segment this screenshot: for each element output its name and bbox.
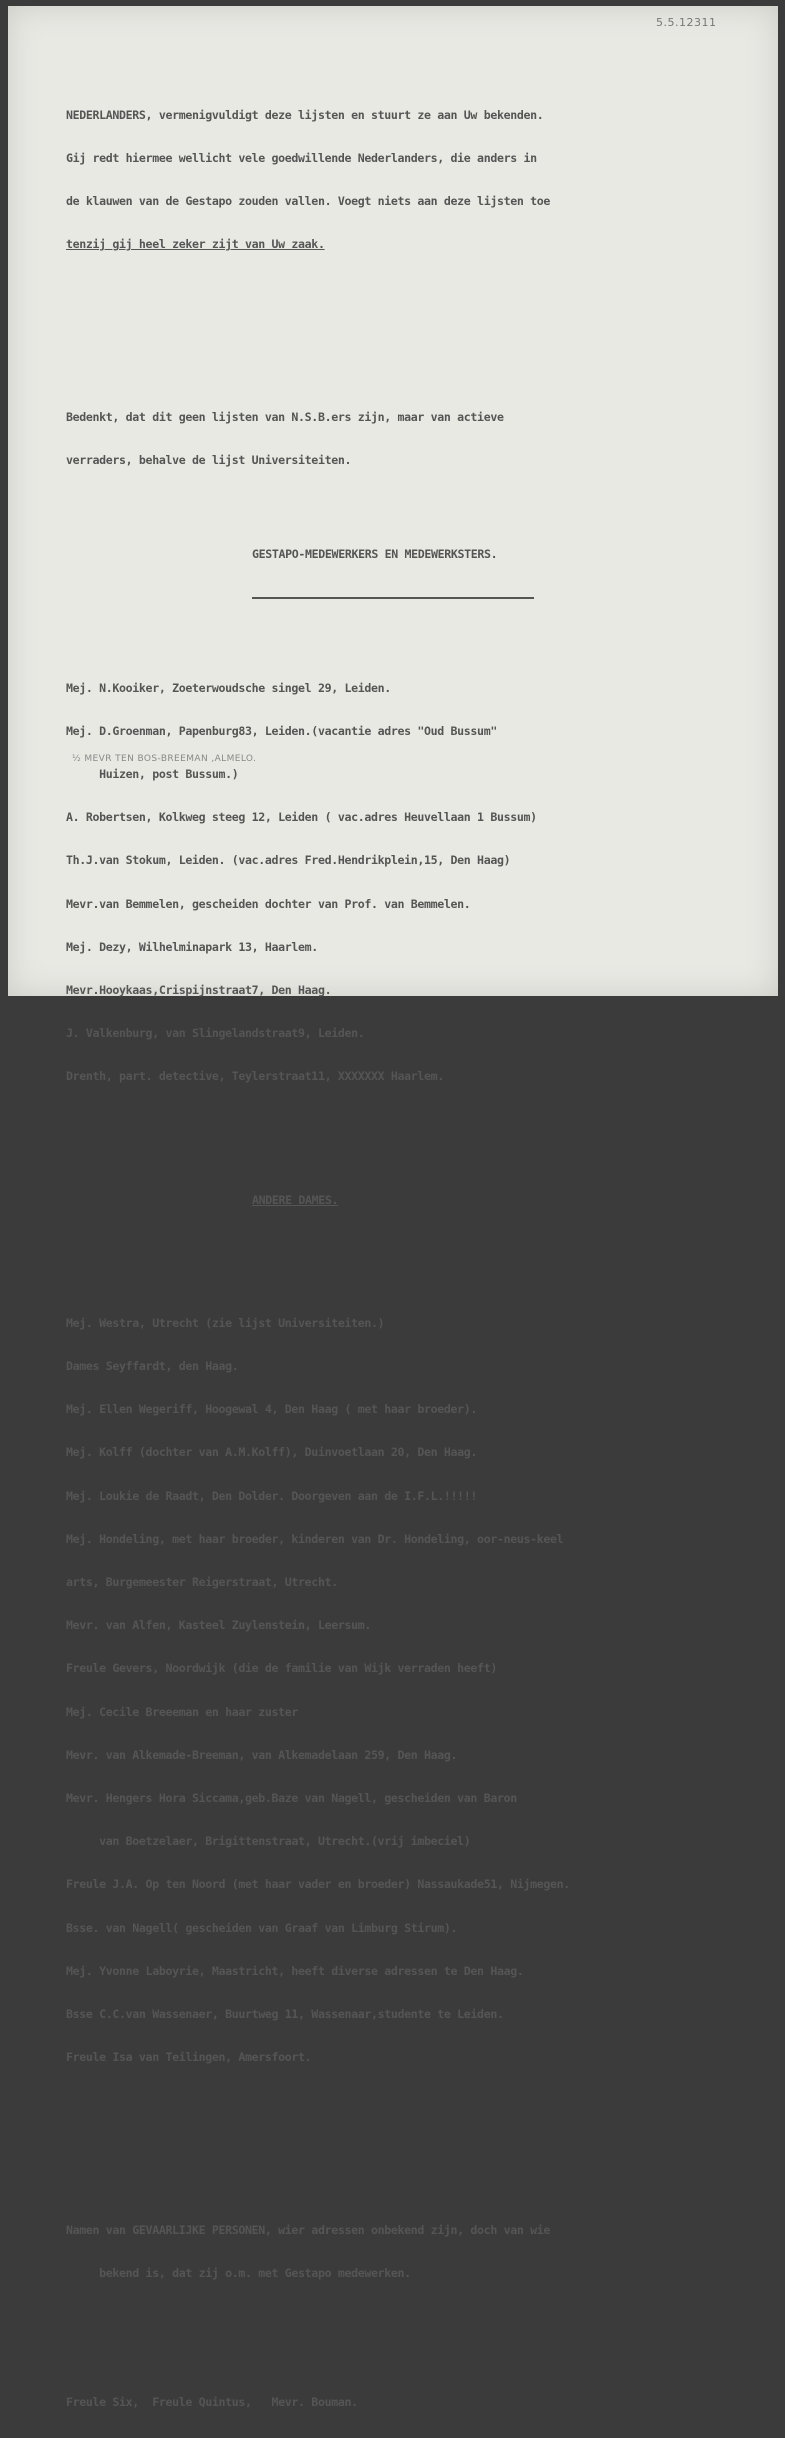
intro-paragraph: [66, 79, 756, 281]
list-item: Freule Isa van Teilingen, Amersfoort.: [66, 2050, 312, 2065]
notice-line: Bedenkt, dat dit geen lijsten van N.S.B.ers zijn, maar van actieve: [66, 409, 504, 424]
intro-line: de klauwen van de Gestapo zouden vallen. Voegt niets aan deze lijsten toe: [66, 194, 550, 209]
list-item: Mej. N.Kooiker, Zoeterwoudsche singel 29, Leiden.: [66, 680, 391, 695]
list-item: Mevr. van Alfen, Kasteel Zuylenstein, Leersum.: [66, 1618, 371, 1633]
list-item: A. Robertsen, Kolkweg steeg 12, Leiden ( vac.adres Heuvellaan 1 Bussum): [66, 810, 537, 825]
list-item: Mevr. Hengers Hora Siccama,geb.Baze van Nagell, gescheiden van Baron: [66, 1791, 517, 1806]
notice-line: verraders, behalve de lijst Universiteiten.: [66, 452, 352, 467]
typewritten-page: [8, 6, 778, 2410]
list-item: Freule Gevers, Noordwijk (die de familie van Wijk verraden heeft): [66, 1661, 497, 1676]
list-item: Mevr. van Alkemade-Breeman, van Alkemadelaan 259, Den Haag.: [66, 1747, 458, 1762]
list-item: Mej. Hondeling, met haar broeder, kinderen van Dr. Hondeling, oor-neus-keel: [66, 1531, 564, 1546]
list-item: J. Valkenburg, van Slingelandstraat9, Leiden.: [66, 1026, 365, 1041]
list-item: Drenth, part. detective, Teylerstraat11, XXXXXXX Haarlem.: [66, 1069, 444, 1084]
list-item: Bsse. van Nagell( gescheiden van Graaf van Limburg Stirum).: [66, 1920, 458, 1935]
archive-reference-mark: 5.5.12311: [656, 16, 717, 29]
list-item: Mej. Westra, Utrecht (zie lijst Universiteiten.): [66, 1315, 385, 1330]
intro-line: NEDERLANDERS, vermenigvuldigt deze lijsten en stuurt ze aan Uw bekenden.: [66, 107, 544, 122]
list-item: Mej. Dezy, Wilhelminapark 13, Haarlem.: [66, 939, 318, 954]
list-item: Mej. D.Groenman, Papenburg83, Leiden.(vacantie adres "Oud Bussum": [66, 723, 497, 738]
intro-underlined-line: tenzij gij heel zeker zijt van Uw zaak.: [66, 237, 325, 252]
list-item: Mej. Ellen Wegeriff, Hoogewal 4, Den Haag ( met haar broeder).: [66, 1402, 478, 1417]
list-item: Mej. Kolff (dochter van A.M.Kolff), Duinvoetlaan 20, Den Haag.: [66, 1445, 478, 1460]
notice-paragraph: [66, 381, 756, 496]
intro-line: Gij redt hiermee wellicht vele goedwillende Nederlanders, die anders in: [66, 150, 537, 165]
list-item: Freule J.A. Op ten Noord (met haar vader en broeder) Nassaukade51, Nijmegen.: [66, 1877, 570, 1892]
handwritten-note: ½ MEVR TEN BOS-BREEMAN ,ALMELO.: [72, 754, 257, 764]
danger-line: bekend is, dat zij o.m. met Gestapo medewerken.: [66, 2265, 411, 2280]
gestapo-list: [66, 652, 756, 1113]
document-body: [66, 50, 756, 2438]
list-item: Mej. Loukie de Raadt, Den Dolder. Doorgeven aan de I.F.L.!!!!!: [66, 1488, 478, 1503]
danger-names: Freule Six, Freule Quintus, Mevr. Bouman.: [66, 2395, 358, 2410]
heading-gestapo: GESTAPO-MEDEWERKERS EN MEDEWERKSTERS.: [252, 547, 498, 562]
danger-paragraph: [66, 2194, 756, 2309]
danger-line: Namen van GEVAARLIJKE PERSONEN, wier adressen onbekend zijn, doch van wie: [66, 2222, 550, 2237]
heading-andere-dames: ANDERE DAMES.: [252, 1192, 339, 1207]
list-item: Th.J.van Stokum, Leiden. (vac.adres Fred.Hendrikplein,15, Den Haag): [66, 853, 511, 868]
list-item: Mej. Yvonne Laboyrie, Maastricht, heeft diverse adressen te Den Haag.: [66, 1963, 524, 1978]
list-item: Mevr.van Bemmelen, gescheiden dochter van Prof. van Bemmelen.: [66, 896, 471, 911]
list-item: arts, Burgemeester Reigerstraat, Utrecht.: [66, 1575, 338, 1590]
heading-rule: [252, 597, 534, 599]
list-item: Dames Seyffardt, den Haag.: [66, 1359, 239, 1374]
list-item: Mej. Cecile Breeeman en haar zuster: [66, 1704, 299, 1719]
dames-list: [66, 1287, 756, 2093]
list-item: Mevr.Hooykaas,Crispijnstraat7, Den Haag.: [66, 982, 332, 997]
list-item: Bsse C.C.van Wassenaer, Buurtweg 11, Wassenaar,studente te Leiden.: [66, 2007, 504, 2022]
list-item: van Boetzelaer, Brigittenstraat, Utrecht.(vrij imbeciel): [66, 1834, 471, 1849]
list-item: Huizen, post Bussum.): [66, 766, 239, 781]
